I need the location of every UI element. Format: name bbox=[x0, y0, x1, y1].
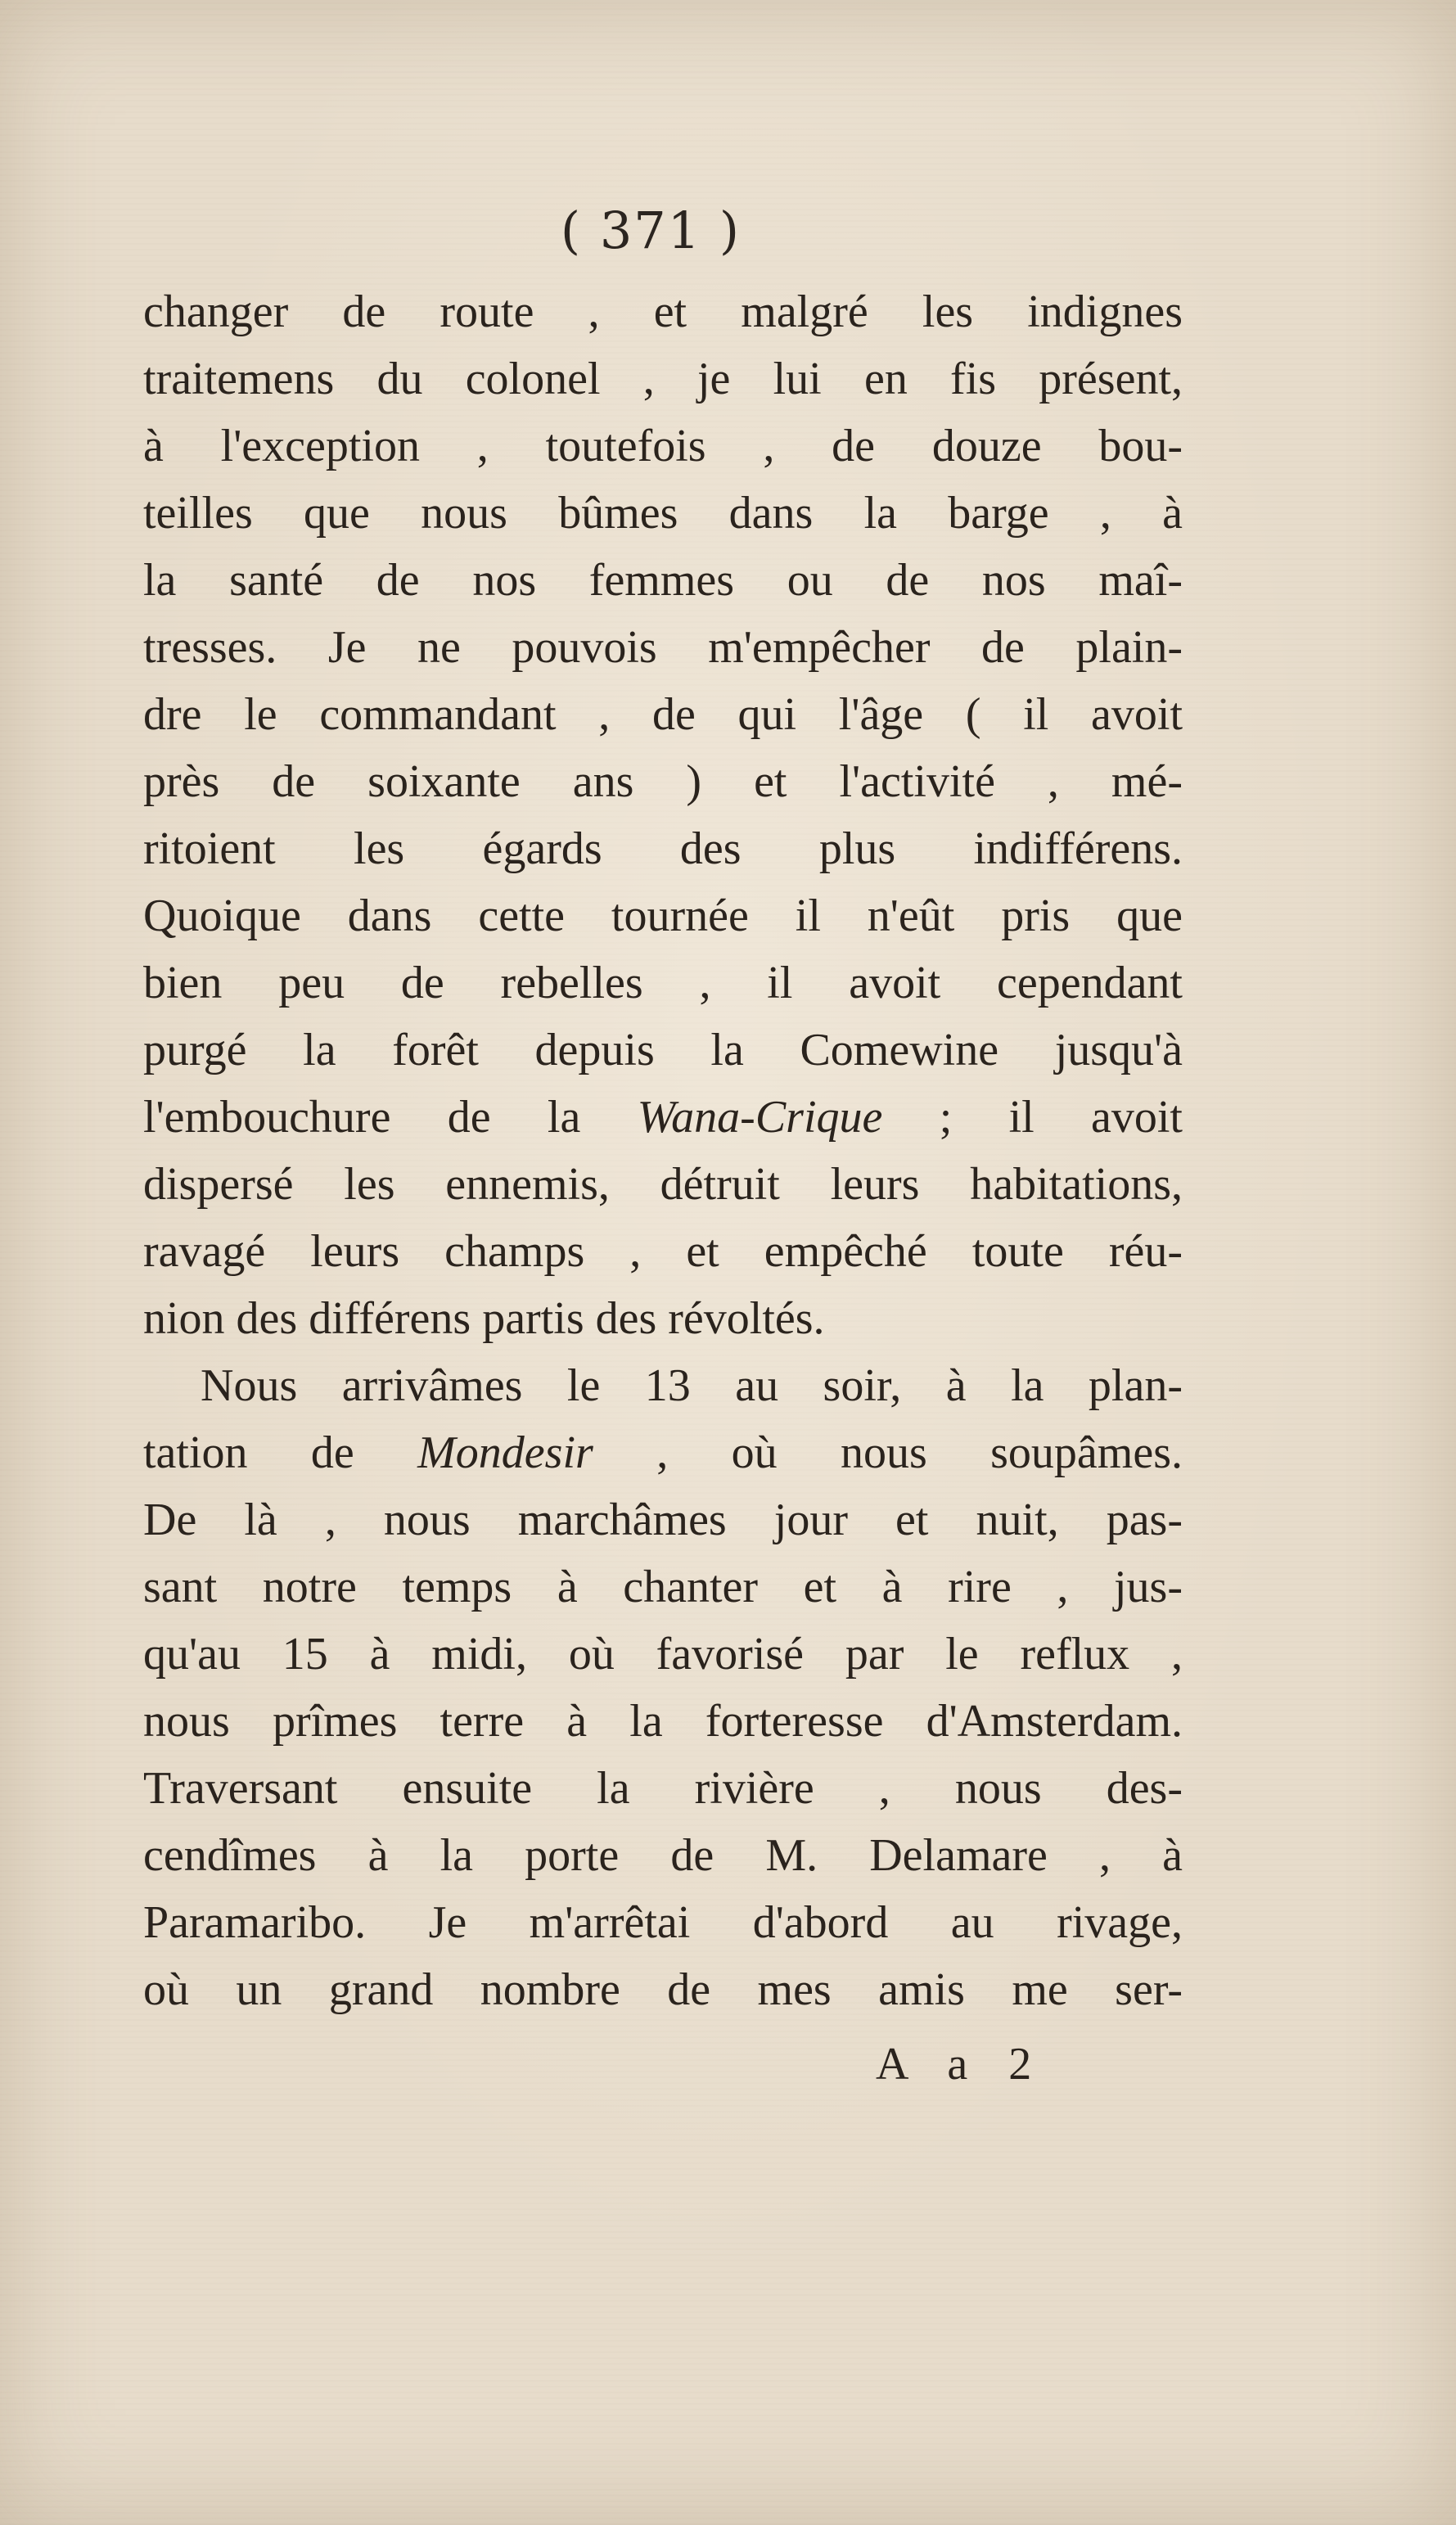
text-line: dre le commandant , de qui l'âge ( il avoit bbox=[143, 689, 1183, 740]
text-line: ravagé leurs champs , et empêché toute réu- bbox=[143, 1226, 1183, 1277]
text-line-paragraph-end: nion des différens partis des révoltés. bbox=[143, 1293, 825, 1344]
signature-mark: A a 2 bbox=[876, 2039, 1047, 2090]
line-segment: ; il avoit bbox=[882, 1092, 1183, 1143]
text-line: purgé la forêt depuis la Comewine jusqu'à bbox=[143, 1025, 1183, 1075]
body-text bbox=[143, 278, 1183, 2023]
text-line: tresses. Je ne pouvois m'empêcher de plain- bbox=[143, 622, 1183, 673]
text-line: sant notre temps à chanter et à rire , jus- bbox=[143, 1562, 1183, 1612]
text-line-with-italic bbox=[143, 1419, 1183, 1486]
page-number: ( 371 ) bbox=[560, 201, 742, 260]
text-line: Paramaribo. Je m'arrêtai d'abord au rivage, bbox=[143, 1897, 1183, 1948]
italic-place-name: Mondesir bbox=[417, 1427, 593, 1478]
text-line: qu'au 15 à midi, où favorisé par le reflux , bbox=[143, 1629, 1183, 1680]
text-line: bien peu de rebelles , il avoit cependant bbox=[143, 958, 1183, 1008]
text-line: ritoient les égards des plus indifférens. bbox=[143, 823, 1183, 874]
text-line-with-italic bbox=[143, 1084, 1183, 1151]
text-line: cendîmes à la porte de M. Delamare , à bbox=[143, 1830, 1183, 1881]
text-line: la santé de nos femmes ou de nos maî- bbox=[143, 555, 1183, 606]
text-line: teilles que nous bûmes dans la barge , à bbox=[143, 488, 1183, 539]
text-line: où un grand nombre de mes amis me ser- bbox=[143, 1964, 1183, 2015]
line-segment: tation de bbox=[143, 1427, 418, 1478]
text-line: De là , nous marchâmes jour et nuit, pas- bbox=[143, 1495, 1183, 1545]
line-segment: l'embouchure de la bbox=[143, 1092, 638, 1143]
text-line: à l'exception , toutefois , de douze bou- bbox=[143, 421, 1183, 471]
italic-place-name: Wana-Crique bbox=[637, 1092, 883, 1143]
text-line: Quoique dans cette tournée il n'eût pris que bbox=[143, 891, 1183, 941]
text-line: nous prîmes terre à la forteresse d'Amsterdam. bbox=[143, 1696, 1183, 1747]
line-segment: , où nous soupâmes. bbox=[593, 1427, 1183, 1478]
text-line-paragraph-start: Nous arrivâmes le 13 au soir, à la plan- bbox=[201, 1360, 1183, 1411]
text-line: Traversant ensuite la rivière , nous des- bbox=[143, 1763, 1183, 1814]
text-line: près de soixante ans ) et l'activité , mé- bbox=[143, 756, 1183, 807]
text-line: traitemens du colonel , je lui en fis présent, bbox=[143, 354, 1183, 404]
text-line: dispersé les ennemis, détruit leurs habitations, bbox=[143, 1159, 1183, 1210]
text-line: changer de route , et malgré les indignes bbox=[143, 286, 1183, 337]
